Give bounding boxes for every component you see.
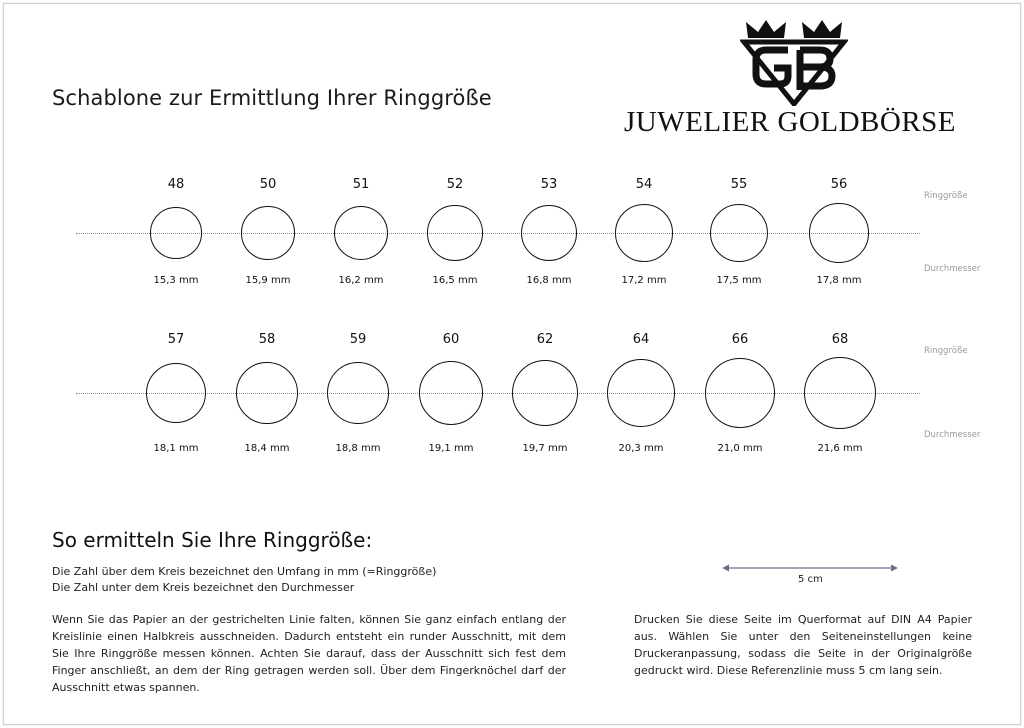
- ring-circle: [150, 207, 201, 258]
- ring-diameter-label: 18,1 mm: [153, 443, 199, 454]
- ring-diameter-label: 15,9 mm: [245, 275, 291, 286]
- explanation-line: Die Zahl unter dem Kreis bezeichnet den Durchmesser: [52, 581, 355, 594]
- reference-line: [722, 562, 898, 574]
- ring-diameter-label: 18,4 mm: [244, 443, 290, 454]
- ring-size-number: 54: [635, 177, 653, 192]
- diameter-legend: Durchmesser: [924, 264, 981, 274]
- ring-diameter-label: 16,8 mm: [526, 275, 572, 286]
- ring-circle: [334, 206, 388, 260]
- ring-circle: [241, 206, 294, 259]
- ring-circle: [705, 358, 775, 428]
- ring-size-number: 55: [730, 177, 748, 192]
- howto-title: So ermitteln Sie Ihre Ringgröße:: [52, 528, 373, 552]
- ring-circle: [607, 359, 675, 427]
- gb-crown-logo-icon: [740, 16, 848, 106]
- ring-size-number: 60: [442, 332, 460, 347]
- ring-diameter-label: 21,6 mm: [817, 443, 863, 454]
- ring-size-number: 59: [349, 332, 367, 347]
- ring-circle: [615, 204, 673, 262]
- ring-size-number: 58: [258, 332, 276, 347]
- ring-diameter-label: 20,3 mm: [618, 443, 664, 454]
- ring-diameter-label: 17,5 mm: [716, 275, 762, 286]
- diameter-legend: Durchmesser: [924, 430, 981, 440]
- ring-circle: [236, 362, 298, 424]
- ring-size-number: 48: [167, 177, 185, 192]
- folding-instructions: Wenn Sie das Papier an der gestrichelten Linie falten, können Sie ganz einfach entlang der Kreislinie einen Halbkreis ausschneiden. Dadurch entsteht ein runder Ausschnitt, mit dem Sie Ihre Ringgröße messen können. Achten Sie darauf, dass der Ausschnitt sich fest dem Finger anschließt, an dem der Ring getragen werden soll. Über dem Fingerknöchel darf der Ausschnitt etwas spannen.: [52, 613, 566, 694]
- ring-circle: [419, 361, 483, 425]
- ring-size-number: 53: [540, 177, 558, 192]
- ring-diameter-label: 17,2 mm: [621, 275, 667, 286]
- ring-circle: [512, 360, 578, 426]
- printing-instructions: Drucken Sie diese Seite im Querformat auf DIN A4 Papier aus. Wählen Sie unter den Seiteneinstellungen keine Druckeranpassung, sodass die Seite in der Originalgröße gedruckt wird. Diese Referenzlinie muss 5 cm lang sein.: [634, 613, 972, 677]
- ring-circle: [146, 363, 207, 424]
- ring-size-number: 57: [167, 332, 185, 347]
- reference-line-label: 5 cm: [798, 574, 823, 585]
- page-title: Schablone zur Ermittlung Ihrer Ringgröße: [52, 86, 492, 110]
- ring-circle: [804, 357, 876, 429]
- ring-diameter-label: 16,2 mm: [338, 275, 384, 286]
- ring-circle: [521, 205, 577, 261]
- ring-size-number: 51: [352, 177, 370, 192]
- ring-size-number: 66: [731, 332, 749, 347]
- explanation-line: Die Zahl über dem Kreis bezeichnet den Umfang in mm (=Ringgröße): [52, 565, 437, 578]
- ring-circle: [809, 203, 869, 263]
- ring-size-number: 52: [446, 177, 464, 192]
- ring-diameter-label: 19,1 mm: [428, 443, 474, 454]
- ring-size-number: 68: [831, 332, 849, 347]
- ring-diameter-label: 15,3 mm: [153, 275, 199, 286]
- brand-name: JUWELIER GOLDBÖRSE: [624, 106, 957, 138]
- ring-size-number: 50: [259, 177, 277, 192]
- ring-diameter-label: 16,5 mm: [432, 275, 478, 286]
- ring-diameter-label: 18,8 mm: [335, 443, 381, 454]
- ring-circle: [427, 205, 482, 260]
- ring-size-number: 64: [632, 332, 650, 347]
- ring-size-legend: Ringgröße: [924, 346, 968, 356]
- ring-size-legend: Ringgröße: [924, 191, 968, 201]
- fold-line: [76, 233, 920, 234]
- ring-diameter-label: 21,0 mm: [717, 443, 763, 454]
- ring-diameter-label: 19,7 mm: [522, 443, 568, 454]
- ring-size-number: 56: [830, 177, 848, 192]
- ring-size-number: 62: [536, 332, 554, 347]
- ring-diameter-label: 17,8 mm: [816, 275, 862, 286]
